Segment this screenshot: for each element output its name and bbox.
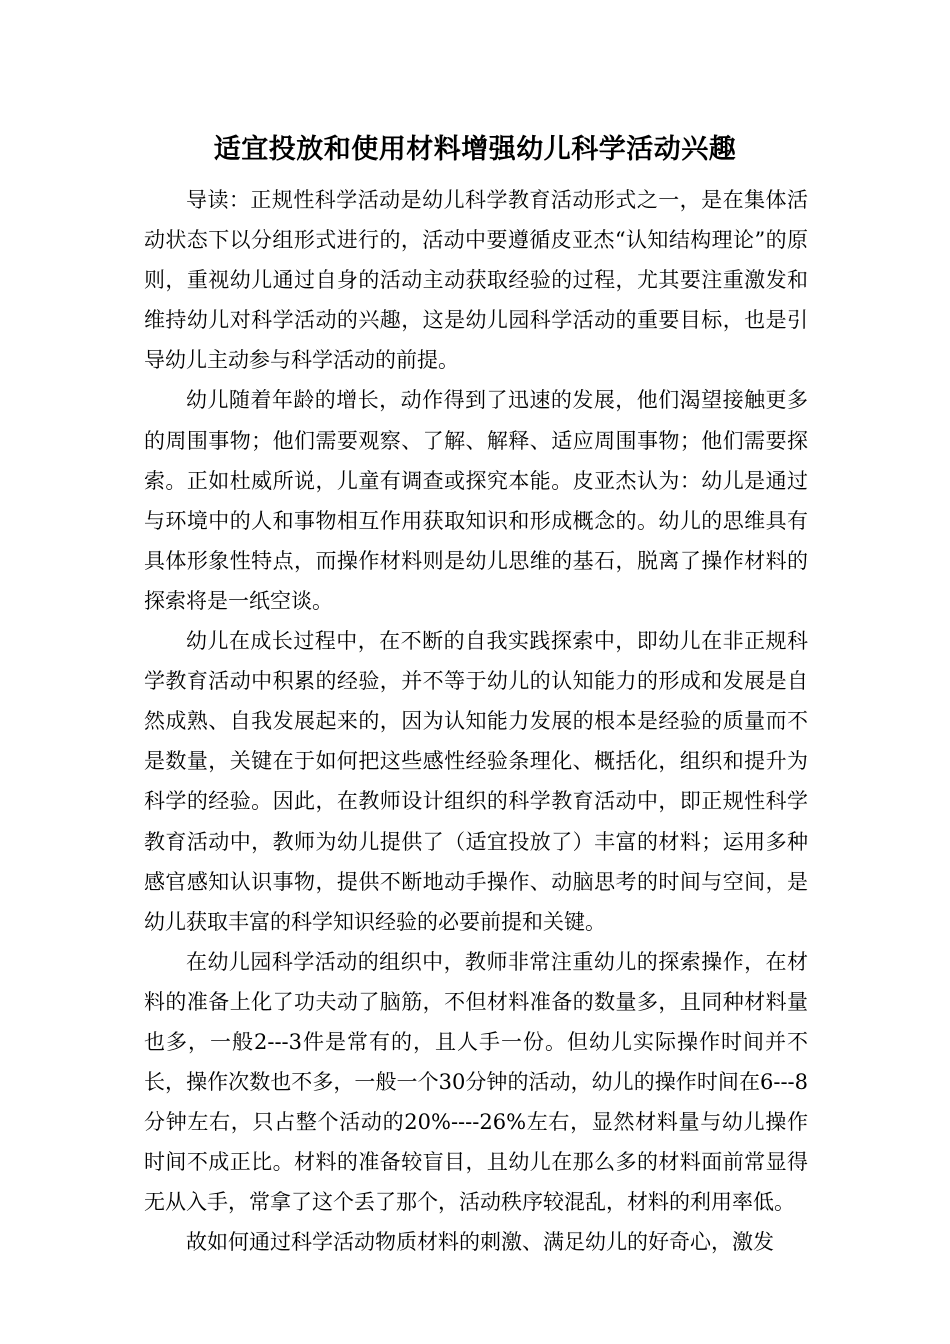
document-title: 适宜投放和使用材料增强幼儿科学活动兴趣 (213, 134, 737, 165)
document-body (144, 180, 808, 1263)
paragraph-intro: 导读：正规性科学活动是幼儿科学教育活动形式之一，是在集体活动状态下以分组形式进行的，活动中要遵循皮亚杰“认知结构理论”的原则，重视幼儿通过自身的活动主动获取经验的过程，尤其要注重激发和维持幼儿对科学活动的兴趣，这是幼儿园科学活动的重要目标，也是引导幼儿主动参与科学活动的前提。 (144, 188, 808, 373)
paragraph: 故如何通过科学活动物质材料的刺激、满足幼儿的好奇心，激发 (186, 1230, 774, 1255)
paragraph: 幼儿随着年龄的增长，动作得到了迅速的发展，他们渴望接触更多的周围事物；他们需要观察、了解、解释、适应周围事物；他们需要探索。正如杜威所说，儿童有调查或探究本能。皮亚杰认为：幼儿是通过与环境中的人和事物相互作用获取知识和形成概念的。幼儿的思维具有具体形象性特点，而操作材料则是幼儿思维的基石，脱离了操作材料的探索将是一纸空谈。 (144, 388, 808, 613)
paragraph: 在幼儿园科学活动的组织中，教师非常注重幼儿的探索操作，在材料的准备上化了功夫动了脑筋，不但材料准备的数量多，且同种材料量也多，一般2---3件是常有的，且人手一份。但幼儿实际操作时间并不长，操作次数也不多，一般一个30分钟的活动，幼儿的操作时间在6---8分钟左右，只占整个活动的20%----26%左右，显然材料量与幼儿操作时间不成正比。材料的准备较盲目，且幼儿在那么多的材料面前常显得无从入手，常拿了这个丢了那个，活动秩序较混乱，材料的利用率低。 (144, 949, 808, 1215)
paragraph: 幼儿在成长过程中，在不断的自我实践探索中，即幼儿在非正规科学教育活动中积累的经验，并不等于幼儿的认知能力的形成和发展是自然成熟、自我发展起来的，因为认知能力发展的根本是经验的质量而不是数量，关键在于如何把这些感性经验条理化、概括化，组织和提升为科学的经验。因此，在教师设计组织的科学教育活动中，即正规性科学教育活动中，教师为幼儿提供了（适宜投放了）丰富的材料；运用多种感官感知认识事物，提供不断地动手操作、动脑思考的时间与空间，是幼儿获取丰富的科学知识经验的必要前提和关键。 (144, 629, 808, 934)
